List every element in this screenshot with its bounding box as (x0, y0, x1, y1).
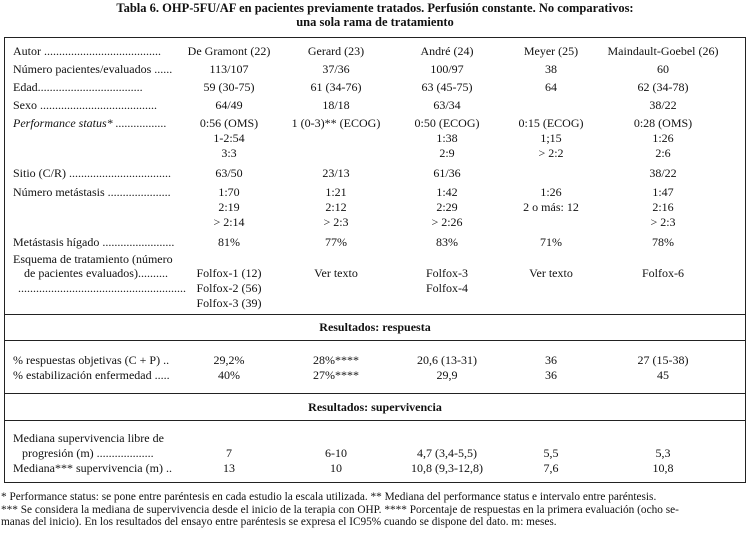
table-cell: 36 (545, 353, 557, 367)
row-label: Mediana supervivencia libre de (13, 431, 164, 445)
table-cell: 36 (545, 368, 557, 382)
table-cell: 1 (0-3)** (ECOG) (291, 116, 381, 130)
table-cell: 1:70 (218, 185, 240, 199)
table-cell: Ver texto (529, 266, 573, 280)
table-cell: 1:26 (652, 131, 674, 145)
table-cell: 5,3 (655, 446, 671, 460)
table-cell: 0:50 (ECOG) (414, 116, 480, 130)
table-cell: Folfox-3 (39) (196, 296, 262, 310)
table-cell: 0:56 (OMS) (199, 116, 259, 130)
table-cell: 78% (652, 235, 674, 249)
table-cell: Ver texto (314, 266, 358, 280)
table-cell: 63/50 (215, 166, 243, 180)
table-cell: > 2:3 (650, 215, 676, 229)
table-cell: 18/18 (322, 98, 350, 112)
row-label: Esquema de tratamiento (número (13, 252, 173, 266)
table-cell: 83% (436, 235, 458, 249)
section-heading-supervivencia: Resultados: supervivencia (308, 400, 442, 414)
table-cell: 2:12 (325, 200, 347, 214)
row-label: Edad................................... (13, 80, 143, 94)
row-label: Metástasis hígado ........................ (13, 235, 175, 249)
table-cell: 1:42 (436, 185, 458, 199)
table-cell: 20,6 (13-31) (417, 353, 477, 367)
row-label: ........................................................ (18, 281, 186, 295)
table-footnote (1, 491, 749, 529)
row-label: Número metástasis ..................... (13, 185, 171, 199)
column-header: Maindault-Goebel (26) (607, 44, 719, 58)
divider-respuesta-bottom (4, 340, 746, 341)
table-cell: 64/49 (215, 98, 243, 112)
table-cell: 71% (540, 235, 562, 249)
table-cell: 62 (34-78) (637, 80, 689, 94)
table-cell: > 2:3 (323, 215, 349, 229)
table-cell: 2:29 (436, 200, 458, 214)
column-header: Meyer (25) (523, 44, 579, 58)
table-cell: 1:47 (652, 185, 674, 199)
table-cell: 10 (330, 461, 342, 475)
autor-label: Autor ....................................... (13, 44, 161, 58)
table-cell: 1;15 (540, 131, 562, 145)
table-cell: 61 (34-76) (310, 80, 362, 94)
table-cell: Folfox-2 (56) (196, 281, 262, 295)
table-cell: Folfox-1 (12) (196, 266, 262, 280)
table-cell: 27%**** (313, 368, 359, 382)
table-cell: 1:38 (436, 131, 458, 145)
table-cell: 60 (657, 62, 669, 76)
table-cell: 81% (218, 235, 240, 249)
table-cell: 45 (657, 368, 669, 382)
table-cell: 64 (545, 80, 557, 94)
section-heading-respuesta: Resultados: respuesta (319, 320, 431, 334)
column-header: Gerard (23) (307, 44, 365, 58)
table-cell: > 2:2 (538, 146, 564, 160)
row-label: de pacientes evaluados).......... (24, 266, 168, 280)
table-cell: 0:28 (OMS) (633, 116, 693, 130)
footnote-line: *** Se considera la mediana de supervivencia desde el inicio de la terapia con OHP. **** Porcentaje de respuestas en la primera evaluación (ocho se- (1, 503, 679, 516)
footnote-line: * Performance status: se pone entre paréntesis en cada estudio la escala utilizada. ** Mediana del performance status e intervalo entre paréntesis. (1, 491, 657, 503)
table-cell: 2:16 (652, 200, 674, 214)
table-cell: 2:9 (439, 146, 455, 160)
table-cell: 23/13 (322, 166, 350, 180)
divider-supervivencia-bottom (4, 420, 746, 421)
table-cell: Folfox-6 (642, 266, 684, 280)
table-cell: 10,8 (652, 461, 674, 475)
table-cell: > 2:26 (431, 215, 463, 229)
table-cell: 0:15 (ECOG) (518, 116, 584, 130)
table-cell: 2:19 (218, 200, 240, 214)
table-cell: 37/36 (322, 62, 350, 76)
table-cell: 40% (218, 368, 240, 382)
row-label: Sexo ....................................... (13, 98, 157, 112)
table-cell: 38 (545, 62, 557, 76)
table-cell: Folfox-3 (426, 266, 468, 280)
table-cell: 29,2% (213, 353, 245, 367)
table-cell: 61/36 (433, 166, 461, 180)
table-cell: 100/97 (430, 62, 464, 76)
table-cell: 6-10 (325, 446, 347, 460)
table-cell: 13 (223, 461, 235, 475)
column-header: André (24) (420, 44, 474, 58)
row-label: % estabilización enfermedad ..... (13, 368, 170, 382)
column-header: De Gramont (22) (187, 44, 271, 58)
table-cell: 10,8 (9,3-12,8) (411, 461, 483, 475)
row-label: % respuestas objetivas (C + P) .. (13, 353, 170, 367)
table-cell: Folfox-4 (426, 281, 468, 295)
table-cell: 1-2:54 (213, 131, 245, 145)
table-cell: 2:6 (655, 146, 671, 160)
table-cell: 29,9 (436, 368, 458, 382)
table-cell: 5,5 (543, 446, 559, 460)
table-cell: 27 (15-38) (637, 353, 689, 367)
table-cell: 4,7 (3,4-5,5) (417, 446, 477, 460)
table-cell: 7,6 (543, 461, 559, 475)
table-cell: 59 (30-75) (203, 80, 255, 94)
table-cell: 3:3 (221, 146, 237, 160)
row-label: Performance status* ................. (13, 116, 167, 130)
table-cell: 1:26 (540, 185, 562, 199)
table-cell: 2 o más: 12 (523, 200, 579, 214)
row-label: progresión (m) ................... (22, 446, 154, 460)
table-cell: 63/34 (433, 98, 461, 112)
table-cell: 38/22 (649, 98, 677, 112)
divider-respuesta-top (4, 314, 746, 315)
row-label: Sitio (C/R) .................................. (13, 166, 172, 180)
table-cell: 63 (45-75) (421, 80, 473, 94)
table-cell: > 2:14 (213, 215, 245, 229)
table-title-line-2: una sola rama de tratamiento (296, 15, 454, 29)
divider-supervivencia-top (4, 393, 746, 394)
table-cell: 28%**** (313, 353, 359, 367)
table-cell: 1:21 (325, 185, 347, 199)
footnote-line: manas del inicio). En los resultados del ensayo entre paréntesis se expresa el IC95% cuando se dispone del dato. m: meses. (1, 516, 557, 529)
table-title-line-1: Tabla 6. OHP-5FU/AF en pacientes previamente tratados. Perfusión constante. No comparativos: (116, 1, 634, 15)
table-cell: 77% (325, 235, 347, 249)
table-cell: 113/107 (209, 62, 249, 76)
table-cell: 38/22 (649, 166, 677, 180)
row-label: Mediana*** supervivencia (m) .. (13, 461, 172, 475)
row-label: Número pacientes/evaluados ...... (13, 62, 173, 76)
table-cell: 7 (226, 446, 232, 460)
